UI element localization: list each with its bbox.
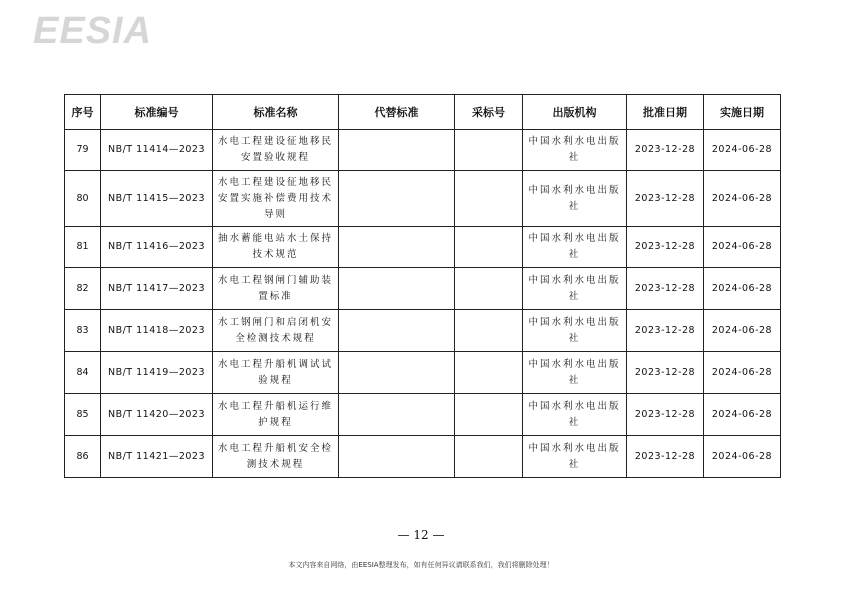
row-adopted — [455, 436, 523, 478]
row-name: 水电工程钢闸门辅助装置标准 — [213, 268, 339, 310]
header-code: 标准编号 — [101, 95, 213, 130]
row-adopted — [455, 394, 523, 436]
row-approved: 2023-12-28 — [627, 352, 704, 394]
row-effective: 2024-06-28 — [704, 352, 781, 394]
standards-table — [64, 94, 781, 478]
row-publisher: 中国水利水电出版社 — [523, 171, 627, 227]
row-approved: 2023-12-28 — [627, 436, 704, 478]
footer-disclaimer: 本文内容来自网络，由EESIA整理发布，如有任何异议请联系我们，我们将删除处理！ — [288, 561, 554, 569]
table-row — [65, 268, 781, 310]
row-no: 86 — [65, 436, 101, 478]
row-adopted — [455, 268, 523, 310]
row-no: 79 — [65, 130, 101, 171]
row-adopted — [455, 227, 523, 268]
row-publisher: 中国水利水电出版社 — [523, 436, 627, 478]
table-row — [65, 171, 781, 227]
row-publisher: 中国水利水电出版社 — [523, 130, 627, 171]
row-code: NB/T 11414—2023 — [101, 130, 213, 171]
header-name: 标准名称 — [213, 95, 339, 130]
row-effective: 2024-06-28 — [704, 130, 781, 171]
table-row — [65, 394, 781, 436]
row-replaces — [339, 310, 455, 352]
table-header-row — [65, 95, 781, 130]
row-adopted — [455, 171, 523, 227]
row-name: 水电工程升船机安全检测技术规程 — [213, 436, 339, 478]
row-replaces — [339, 171, 455, 227]
row-adopted — [455, 310, 523, 352]
table-row — [65, 130, 781, 171]
row-no: 84 — [65, 352, 101, 394]
row-code: NB/T 11420—2023 — [101, 394, 213, 436]
row-effective: 2024-06-28 — [704, 227, 781, 268]
table-row — [65, 310, 781, 352]
table-row — [65, 227, 781, 268]
row-publisher: 中国水利水电出版社 — [523, 310, 627, 352]
header-replaces: 代替标准 — [339, 95, 455, 130]
row-replaces — [339, 268, 455, 310]
table-row — [65, 436, 781, 478]
row-name: 水电工程建设征地移民安置实施补偿费用技术导则 — [213, 171, 339, 227]
row-no: 83 — [65, 310, 101, 352]
row-adopted — [455, 352, 523, 394]
row-no: 81 — [65, 227, 101, 268]
row-name: 水电工程升船机调试试验规程 — [213, 352, 339, 394]
header-effective: 实施日期 — [704, 95, 781, 130]
row-approved: 2023-12-28 — [627, 227, 704, 268]
row-replaces — [339, 130, 455, 171]
header-approved: 批准日期 — [627, 95, 704, 130]
row-approved: 2023-12-28 — [627, 171, 704, 227]
row-effective: 2024-06-28 — [704, 268, 781, 310]
row-code: NB/T 11416—2023 — [101, 227, 213, 268]
row-code: NB/T 11419—2023 — [101, 352, 213, 394]
header-adopted: 采标号 — [455, 95, 523, 130]
row-replaces — [339, 352, 455, 394]
row-replaces — [339, 227, 455, 268]
row-name: 水电工程升船机运行维护规程 — [213, 394, 339, 436]
row-code: NB/T 11417—2023 — [101, 268, 213, 310]
row-approved: 2023-12-28 — [627, 394, 704, 436]
row-effective: 2024-06-28 — [704, 394, 781, 436]
row-name: 水工钢闸门和启闭机安全检测技术规程 — [213, 310, 339, 352]
row-code: NB/T 11421—2023 — [101, 436, 213, 478]
row-effective: 2024-06-28 — [704, 310, 781, 352]
row-code: NB/T 11415—2023 — [101, 171, 213, 227]
header-publisher: 出版机构 — [523, 95, 627, 130]
eesia-logo: EESIA — [33, 10, 153, 52]
row-code: NB/T 11418—2023 — [101, 310, 213, 352]
row-adopted — [455, 130, 523, 171]
row-publisher: 中国水利水电出版社 — [523, 394, 627, 436]
row-replaces — [339, 436, 455, 478]
row-approved: 2023-12-28 — [627, 130, 704, 171]
row-name: 抽水蓄能电站水土保持技术规范 — [213, 227, 339, 268]
row-no: 85 — [65, 394, 101, 436]
row-replaces — [339, 394, 455, 436]
row-no: 80 — [65, 171, 101, 227]
header-no: 序号 — [65, 95, 101, 130]
row-publisher: 中国水利水电出版社 — [523, 268, 627, 310]
table-row — [65, 352, 781, 394]
row-name: 水电工程建设征地移民安置验收规程 — [213, 130, 339, 171]
row-no: 82 — [65, 268, 101, 310]
row-publisher: 中国水利水电出版社 — [523, 227, 627, 268]
row-effective: 2024-06-28 — [704, 171, 781, 227]
page-number: — 12 — — [397, 528, 445, 542]
row-approved: 2023-12-28 — [627, 310, 704, 352]
row-publisher: 中国水利水电出版社 — [523, 352, 627, 394]
row-effective: 2024-06-28 — [704, 436, 781, 478]
row-approved: 2023-12-28 — [627, 268, 704, 310]
